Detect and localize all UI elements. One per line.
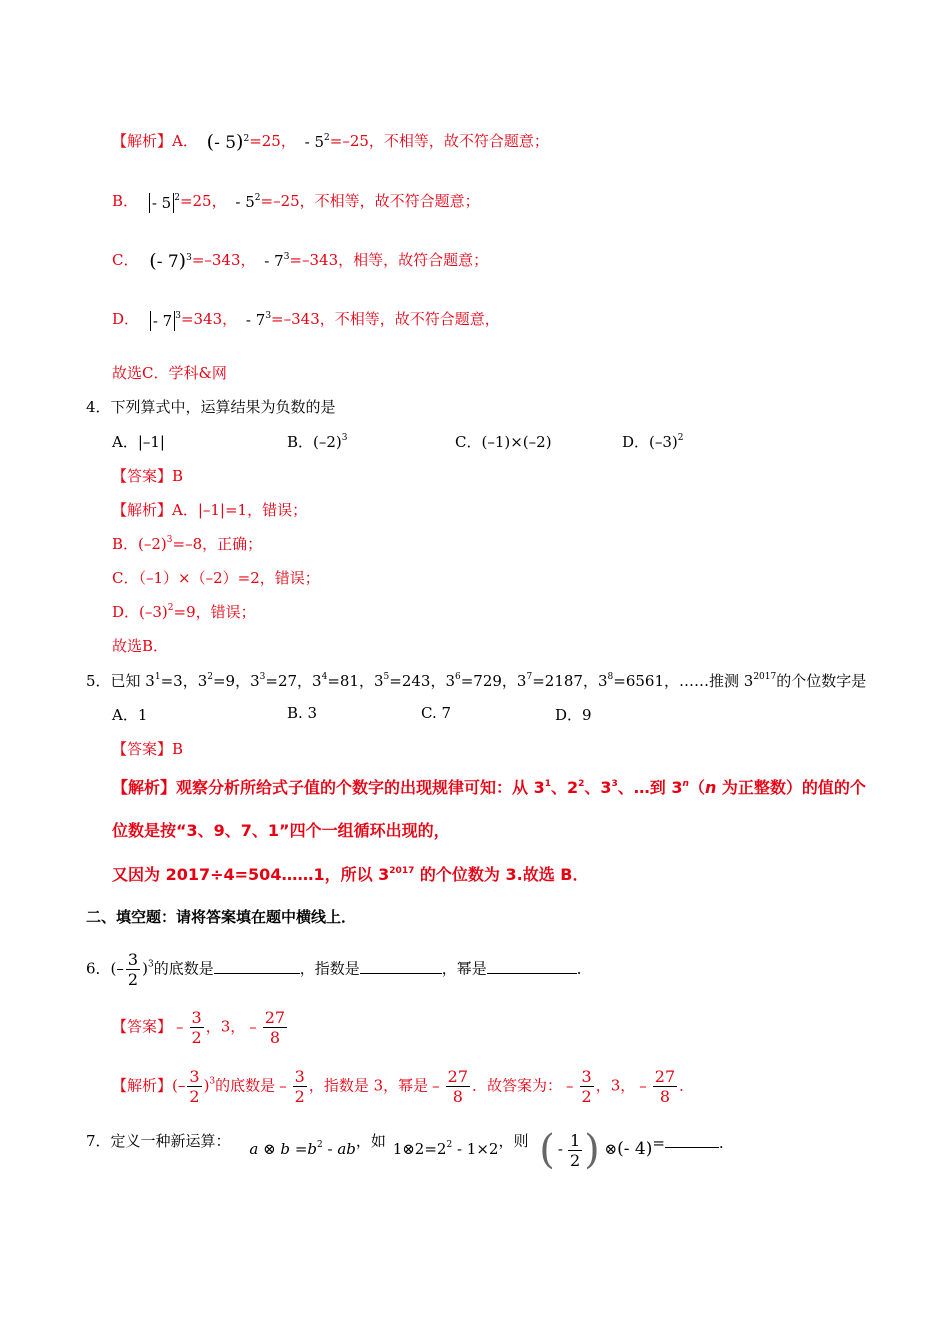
exponent: 6: [455, 672, 461, 682]
fraction: $\frac{3}{2}$: [294, 1067, 305, 1106]
exponent: 3: [259, 672, 266, 682]
exponent: 5: [383, 672, 390, 682]
q4-option-d: D．$(-3)^2$: [622, 433, 684, 451]
answer-blank[interactable]: [214, 959, 300, 974]
text: =25，: [249, 132, 296, 150]
text: =343，: [180, 310, 238, 328]
option-label: A．: [172, 132, 198, 150]
exponent: 8: [607, 672, 614, 682]
option-label: D．: [112, 310, 140, 328]
fraction: $\frac{3}{2}$: [127, 950, 139, 989]
fraction: $\frac{1}{2}$: [569, 1130, 581, 1170]
q6-answer: 【答案】 – $\frac{3}{2}$ ，3， – $\frac{27}{8}$: [112, 1008, 286, 1047]
option-label: B．: [112, 192, 139, 210]
text: =–25，不相等，故不符合题意；: [329, 132, 549, 150]
math-expr: (- 7)$^3$: [149, 249, 192, 272]
exponent: 4: [321, 672, 328, 682]
q5-option-c: C. 7: [421, 704, 452, 722]
q4-option-c: C．(–1)×(–2): [455, 433, 552, 451]
q5-option-b: B. 3: [287, 704, 318, 722]
q4-analysis-d: D．$(-3)^2=9$，错误；: [112, 603, 256, 621]
q5-option-a: A．1: [112, 706, 148, 724]
math-expr: - 7 $^3$: [150, 309, 181, 331]
math-expr: - $5^2$: [304, 133, 330, 151]
q3-conclusion: 故选C．学科&网: [112, 364, 227, 382]
math-expr: - $7^3$: [264, 252, 290, 270]
option-label: C．: [112, 251, 139, 269]
text: =–343，不相等，故不符合题意，: [271, 310, 500, 328]
text: =3，3: [160, 672, 208, 690]
q4-option-a: A．|–1|: [112, 433, 165, 451]
q5-answer: 【答案】B: [112, 740, 184, 758]
text: =–343，相等，故符合题意；: [289, 251, 489, 269]
fraction: $\frac{27}{8}$: [654, 1067, 676, 1106]
q7-stem: 7．定义一种新运算： a ⊗ $b =b^2$ - ab，如 $1\otimes 2=2^2 - 1\times 2$，则 ( - $\frac{1}{2}$ ) ⊗(- 4)= .: [86, 1127, 724, 1173]
q4-analysis-c: C．（–1）×（–2）=2，错误；: [112, 569, 320, 587]
q3-analysis-c: [112, 249, 488, 273]
fraction: $\frac{3}{2}$: [581, 1067, 592, 1106]
fraction: $\frac{27}{8}$: [447, 1067, 469, 1106]
q4-analysis-b: B．$(-2)^3=-8$，正确；: [112, 535, 263, 553]
q4-stem: 4．下列算式中，运算结果为负数的是: [86, 398, 336, 416]
text: =81，3: [327, 672, 384, 690]
exponent: 2: [207, 672, 213, 682]
math-expr: - $7^3$: [245, 311, 272, 329]
q3-analysis-b: [112, 190, 480, 213]
math-expr: - 5 $^2$: [149, 191, 180, 213]
q4-analysis-a: 【解析】A．|–1|=1，错误；: [112, 501, 308, 519]
answer-blank[interactable]: [360, 959, 442, 974]
fraction: $\frac{3}{2}$: [189, 1067, 200, 1106]
text: =729，3: [460, 672, 527, 690]
analysis-tag: 【解析】: [112, 132, 173, 150]
text: 5．已知 3: [86, 672, 155, 690]
q3-analysis-a: [112, 130, 549, 154]
text: =–25，不相等，故不符合题意；: [260, 192, 480, 210]
exponent: 1: [154, 672, 161, 682]
q6-stem: 6．(– $\frac{3}{2}$ )$^3$的底数是 ，指数是 ，幂是 ．: [86, 950, 592, 989]
text: =25，: [179, 192, 227, 210]
text: 的个位数字是: [776, 672, 867, 690]
q5-analysis-line3: 又因为 2017÷4=504……1，所以 $3^{2017}$ 的个位数为 3.故选 B．: [112, 865, 589, 884]
exponent: 2017: [753, 672, 777, 682]
math-expr: (- 5)$^2$: [206, 130, 250, 153]
q5-stem: [86, 670, 866, 692]
math-expr: - $5^2$: [235, 193, 261, 211]
q5-analysis-line2: 位数是按“3、9、7、1”四个一组循环出现的，: [112, 821, 450, 840]
fraction: $\frac{27}{8}$: [264, 1008, 286, 1047]
q5-option-d: D．9: [555, 706, 592, 724]
q5-analysis-line1: 【解析】观察分析所给式子值的个数字的出现规律可知：从 $3^1$、$2^2$、$3^3$、…到 3$^n$（n 为正整数）的值的个: [112, 778, 866, 797]
q4-conclusion: 故选B．: [112, 637, 169, 655]
text: =27，3: [265, 672, 322, 690]
text: =–343，: [191, 251, 256, 269]
text: =243，3: [389, 672, 455, 690]
text: =6561，……推测 3: [613, 672, 754, 690]
q6-analysis: 【解析】(– $\frac{3}{2}$ )$^3$的底数是 – $\frac{3}{2}$ ，指数是 3，幂是 – $\frac{27}{8}$ ．故答案为： – $\frac{3}{2}$ ，3， – $\frac{27}{8}$ ．: [112, 1067, 695, 1106]
q3-analysis-d: [112, 308, 500, 331]
section-2-title: 二、填空题：请将答案填在题中横线上．: [86, 908, 357, 926]
answer-blank[interactable]: [487, 959, 577, 974]
text: =2187，3: [532, 672, 608, 690]
answer-blank[interactable]: [665, 1133, 719, 1148]
q4-option-b: B．$(-2)^3$: [287, 433, 348, 451]
q4-answer: 【答案】B: [112, 467, 184, 485]
text: =9，3: [212, 672, 260, 690]
exponent: 7: [526, 672, 533, 682]
fraction: $\frac{3}{2}$: [191, 1008, 202, 1047]
